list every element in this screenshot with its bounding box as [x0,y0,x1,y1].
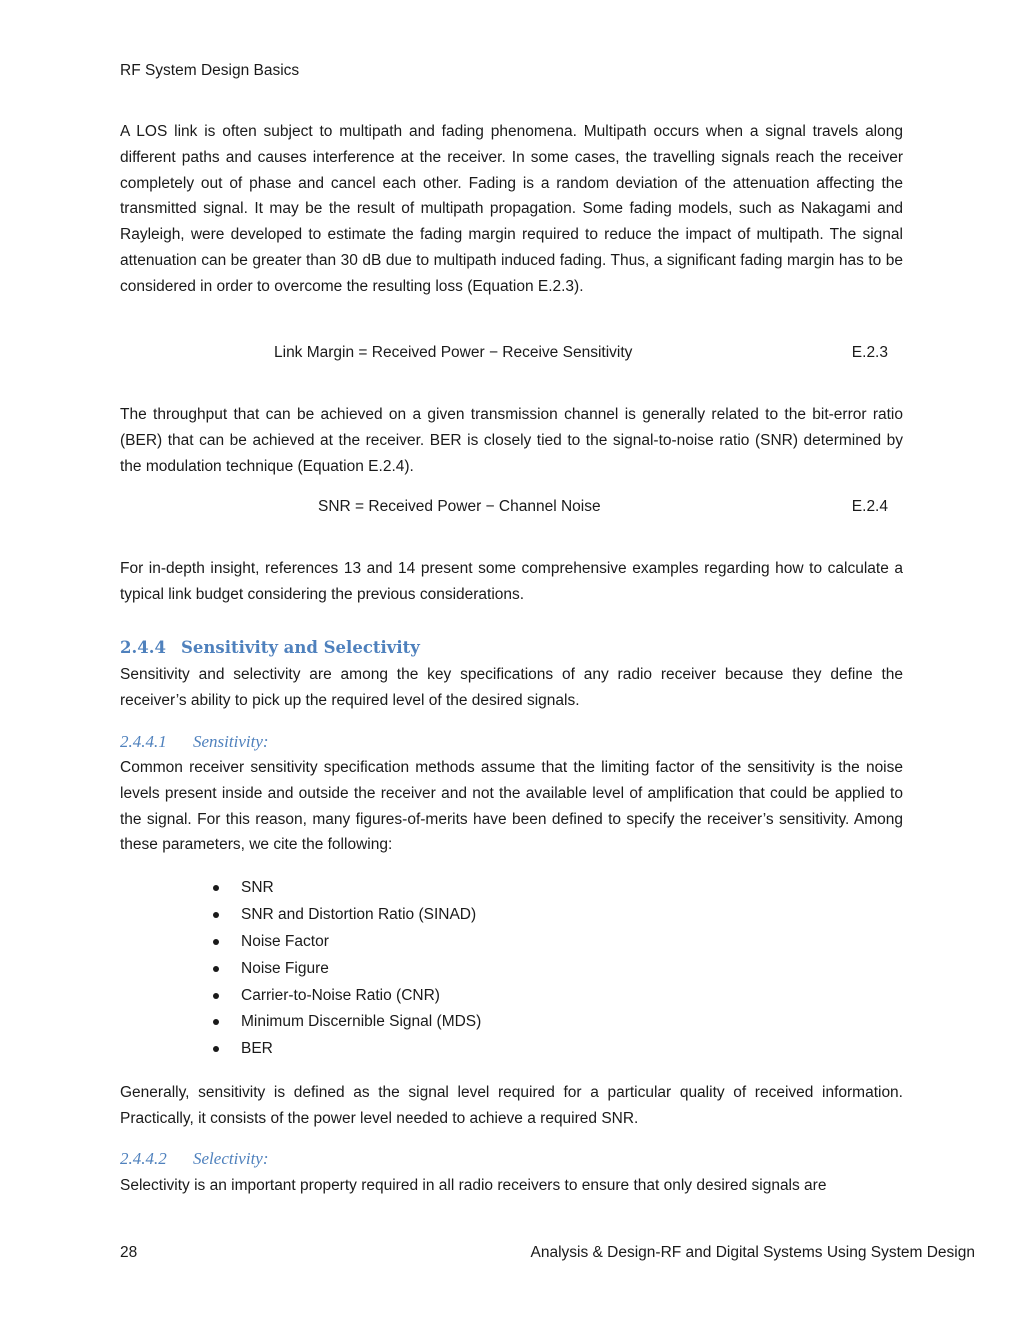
section-number: 2.4.4 [120,638,166,657]
list-item [208,958,481,985]
list-item [208,931,481,958]
list-item-text: Noise Figure [241,959,329,977]
equation-expression: SNR = Received Power − Channel Noise [318,498,601,515]
equation-snr [120,498,903,520]
subsection-heading-2-4-4-1 [120,732,269,752]
equation-number: E.2.3 [851,344,888,361]
list-item [208,985,481,1012]
subsection-number: 2.4.4.2 [120,1149,167,1168]
paragraph-sensitivity-definition: Generally, sensitivity is defined as the signal level required for a particular quality of received information. Practically, it consists of the power level needed to achieve a required SNR. [120,1084,903,1127]
paragraph-sensitivity-selectivity-intro: Sensitivity and selectivity are among the key specifications of any radio receiver because they define the receiver’s ability to pick up the required level of the desired signals. [120,666,903,709]
list-item-text: BER [241,1040,273,1058]
list-item-text: Minimum Discernible Signal (MDS) [241,1013,482,1031]
bullet-icon [213,966,219,972]
list-item [208,1038,481,1065]
bullet-icon [213,1046,219,1052]
footer-book-title: Analysis & Design-RF and Digital Systems Using System Design [530,1244,975,1261]
subsection-number: 2.4.4.1 [120,732,167,751]
section-title: Sensitivity and Selectivity [181,638,420,657]
figures-of-merit-list [208,877,481,1065]
paragraph-sensitivity-methods: Common receiver sensitivity specification methods assume that the limiting factor of the sensitivity is the noise levels present inside and outside the receiver and not the available level of amplification that could be applied to the signal. For this reason, many figures-of-merits have been defined to specify the receiver’s sensitivity. Among these parameters, we cite the following: [120,759,903,854]
equation-expression: Link Margin = Received Power − Receive Sensitivity [274,344,633,361]
list-item [208,904,481,931]
list-item-text: SNR and Distortion Ratio (SINAD) [241,905,477,923]
paragraph-throughput-ber: The throughput that can be achieved on a given transmission channel is generally related to the bit-error ratio (BER) that can be achieved at the receiver. BER is closely tied to the signal-to-noise ratio (SNR) determined by the modulation technique (Equation E.2.4). [120,406,903,475]
subsection-heading-2-4-4-2 [120,1149,269,1169]
list-item [208,877,481,904]
equation-number: E.2.4 [851,498,888,515]
paragraph-references: For in-depth insight, references 13 and 14 present some comprehensive examples regarding how to calculate a typical link budget considering the previous considerations. [120,560,903,603]
list-item [208,1011,481,1038]
bullet-icon [213,912,219,918]
bullet-icon [213,885,219,891]
section-heading-2-4-4 [120,638,420,657]
list-item-text: Noise Factor [241,932,329,950]
page-number: 28 [120,1244,138,1261]
paragraph-multipath-fading: A LOS link is often subject to multipath and fading phenomena. Multipath occurs when a signal travels along different paths and causes interference at the receiver. In some cases, the travelling signals reach the receiver completely out of phase and cancel each other. Fading is a random deviation of the attenuation affecting the transmitted signal. It may be the result of multipath propagation. Some fading models, such as Nakagami and Rayleigh, were developed to estimate the fading margin required to reduce the impact of multipath. The signal attenuation can be greater than 30 dB due to multipath induced fading. Thus, a significant fading margin has to be considered in order to overcome the resulting loss (Equation E.2.3). [120,123,903,295]
paragraph-selectivity: Selectivity is an important property required in all radio receivers to ensure that only desired signals are [120,1177,827,1194]
equation-link-margin [120,344,903,366]
running-header: RF System Design Basics [120,62,300,79]
list-item-text: SNR [241,879,274,896]
bullet-icon [213,1019,219,1025]
bullet-icon [213,939,219,945]
subsection-title: Sensitivity: [193,732,269,751]
list-item-text: Carrier-to-Noise Ratio (CNR) [241,986,440,1004]
bullet-icon [213,993,219,999]
subsection-title: Selectivity: [193,1149,269,1168]
